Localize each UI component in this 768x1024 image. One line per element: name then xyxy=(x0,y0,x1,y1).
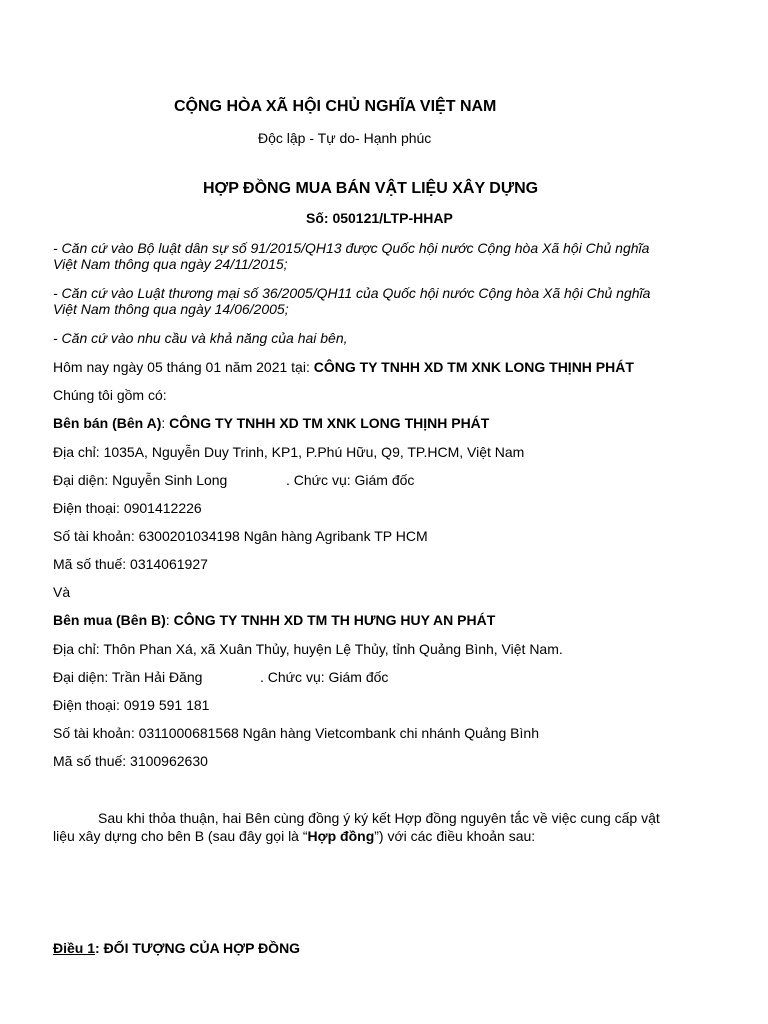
basis-civil-code-line2: Việt Nam thông qua ngày 24/11/2015; xyxy=(53,256,288,272)
buyer-label: Bên mua (Bên B) xyxy=(53,612,166,628)
seller-tax-code: Mã số thuế: 0314061927 xyxy=(53,556,208,572)
seller-sep: : xyxy=(161,415,170,431)
seller-label: Bên bán (Bên A) xyxy=(53,415,162,431)
agreement-contract-term: Hợp đồng xyxy=(307,828,375,844)
seller-address: Địa chỉ: 1035A, Nguyễn Duy Trinh, KP1, P.Phú Hữu, Q9, TP.HCM, Việt Nam xyxy=(53,444,525,460)
buyer-account: Số tài khoản: 0311000681568 Ngân hàng Vietcombank chi nhánh Quảng Bình xyxy=(53,725,539,741)
seller-account: Số tài khoản: 6300201034198 Ngân hàng Agribank TP HCM xyxy=(53,528,428,544)
buyer-name: CÔNG TY TNHH XD TM TH HƯNG HUY AN PHÁT xyxy=(173,612,496,628)
buyer-phone: Điện thoại: 0919 591 181 xyxy=(53,697,210,713)
seller-phone: Điện thoại: 0901412226 xyxy=(53,500,202,516)
we-include: Chúng tôi gồm có: xyxy=(53,387,167,403)
article-1-label: Điều 1 xyxy=(53,940,96,956)
seller-representative: Đại diện: Nguyễn Sinh Long xyxy=(53,472,228,488)
basis-commercial-law-line2: Việt Nam thông qua ngày 14/06/2005; xyxy=(53,301,289,317)
seller-name: CÔNG TY TNHH XD TM XNK LONG THỊNH PHÁT xyxy=(169,415,490,431)
basis-civil-code-line1: - Căn cứ vào Bộ luật dân sự số 91/2015/QH13 được Quốc hội nước Cộng hòa Xã hội Chủ nghĩa xyxy=(53,240,650,256)
contract-title: HỢP ĐỒNG MUA BÁN VẬT LIỆU XÂY DỰNG xyxy=(203,180,539,197)
basis-commercial-law-line1: - Căn cứ vào Luật thương mại số 36/2005/QH11 của Quốc hội nước Cộng hòa Xã hội Chủ nghĩa xyxy=(53,285,651,301)
agreement-line2 xyxy=(53,828,535,844)
article-1-heading xyxy=(53,940,300,956)
buyer-tax-code: Mã số thuế: 3100962630 xyxy=(53,753,208,769)
buyer-representative: Đại diện: Trần Hải Đăng xyxy=(53,669,203,685)
article-1-title: : ĐỐI TƯỢNG CỦA HỢP ĐỒNG xyxy=(95,940,301,956)
agreement-line2-suffix: ”) với các điều khoản sau: xyxy=(374,828,536,844)
agreement-line1: Sau khi thỏa thuận, hai Bên cùng đồng ý ký kết Hợp đồng nguyên tắc về việc cung cấp vật xyxy=(98,810,660,826)
contract-date-prefix: Hôm nay ngày 05 tháng 01 năm 2021 tại: xyxy=(53,359,314,375)
contract-place: CÔNG TY TNHH XD TM XNK LONG THỊNH PHÁT xyxy=(313,359,634,375)
agreement-line2-prefix: liệu xây dựng cho bên B (sau đây gọi là “ xyxy=(53,828,308,844)
national-motto: Độc lập - Tự do- Hạnh phúc xyxy=(258,130,432,146)
buyer-address: Địa chỉ: Thôn Phan Xá, xã Xuân Thủy, huyện Lệ Thủy, tỉnh Quảng Bình, Việt Nam. xyxy=(53,641,563,657)
seller-heading xyxy=(53,415,489,431)
nation-title: CỘNG HÒA XÃ HỘI CHỦ NGHĨA VIỆT NAM xyxy=(174,98,497,115)
contract-date-line xyxy=(53,359,634,375)
buyer-position: . Chức vụ: Giám đốc xyxy=(260,669,389,685)
seller-position: . Chức vụ: Giám đốc xyxy=(286,472,415,488)
basis-needs: - Căn cứ vào nhu cầu và khả năng của hai bên, xyxy=(53,330,348,346)
buyer-heading xyxy=(53,612,495,628)
contract-number: Số: 050121/LTP-HHAP xyxy=(306,210,453,226)
and-separator: Và xyxy=(53,584,71,600)
buyer-sep: : xyxy=(165,612,174,628)
